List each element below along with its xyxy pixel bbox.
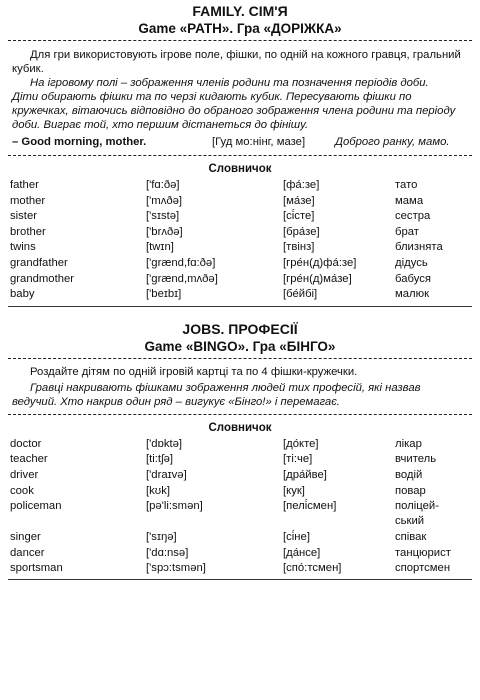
vocab-translation: водій bbox=[395, 468, 423, 481]
vocab-word: mother bbox=[10, 194, 46, 207]
vocab-word: doctor bbox=[10, 437, 42, 450]
jobs-rules: Гравці накривають фішками зображення людей тих професій, які назвав ведучий. Хто накрив один ряд – вигукує «Бінго!» і перемагає. bbox=[12, 381, 421, 408]
vocab-row bbox=[0, 485, 480, 501]
vocab-row bbox=[0, 257, 480, 273]
vocab-word: teacher bbox=[10, 453, 48, 466]
vocab-row bbox=[0, 531, 480, 547]
vocab-row bbox=[0, 562, 480, 578]
vocab-ukr-sound: [до́кте] bbox=[283, 437, 319, 450]
vocab-row bbox=[0, 500, 480, 531]
family-title: FAMILY. СІМ'Я bbox=[192, 3, 288, 19]
family-section bbox=[0, 0, 480, 307]
vocab-translation: співак bbox=[395, 531, 427, 544]
vocab-ukr-sound: [бра́зе] bbox=[283, 225, 320, 238]
dashed-divider bbox=[8, 155, 472, 156]
vocab-translation: близнята bbox=[395, 241, 443, 254]
vocab-row bbox=[0, 453, 480, 469]
vocab-ukr-sound: [ма́зе] bbox=[283, 194, 315, 207]
vocab-row bbox=[0, 241, 480, 257]
jobs-intro: Роздайте дітям по одній ігровій картці та по 4 фішки-кружечки. bbox=[30, 365, 358, 378]
vocab-ukr-sound: [кук] bbox=[283, 484, 305, 497]
jobs-section bbox=[0, 321, 480, 580]
vocab-ipa: ['draɪvə] bbox=[146, 468, 187, 481]
dashed-divider bbox=[8, 414, 472, 415]
vocab-translation: брат bbox=[395, 225, 419, 238]
vocab-word: sportsman bbox=[10, 562, 63, 575]
vocab-word: cook bbox=[10, 484, 34, 497]
vocab-row bbox=[0, 273, 480, 289]
vocab-row bbox=[0, 179, 480, 195]
dialog-transcription: [Гуд мо:нінг, мазе] bbox=[212, 136, 306, 148]
vocab-translation: малюк bbox=[395, 288, 430, 301]
vocab-translation: тато bbox=[395, 179, 418, 191]
vocab-row bbox=[0, 195, 480, 211]
vocab-word: singer bbox=[10, 531, 41, 544]
vocab-ipa: ['brʌðə] bbox=[146, 225, 183, 238]
vocab-ukr-sound: [твінз] bbox=[283, 241, 315, 254]
vocab-translation: мама bbox=[395, 194, 424, 207]
section-divider bbox=[8, 579, 472, 580]
vocab-row bbox=[0, 547, 480, 563]
family-intro: Для гри використовують ігрове поле, фішки, по одній на кожного гравця, гральний кубик. bbox=[12, 49, 461, 75]
vocab-ukr-sound: [сі́не] bbox=[283, 531, 310, 544]
jobs-vocab-title: Словничок bbox=[208, 421, 272, 434]
vocab-word: grandfather bbox=[10, 256, 68, 269]
vocab-ipa: ['sɪstə] bbox=[146, 210, 180, 223]
vocab-row bbox=[0, 226, 480, 242]
vocab-word: policeman bbox=[10, 500, 62, 513]
family-rules-1: На ігровому полі – зображення членів родини та позначення періодів доби. bbox=[30, 77, 429, 89]
vocab-word: father bbox=[10, 179, 39, 191]
vocab-ipa: [kʊk] bbox=[146, 484, 170, 497]
vocab-word: dancer bbox=[10, 546, 45, 559]
vocab-ukr-sound: [пелі́смен] bbox=[283, 500, 337, 513]
vocab-ukr-sound: [дра́йве] bbox=[283, 468, 327, 481]
dialog-translation: Доброго ранку, мамо. bbox=[335, 136, 450, 148]
vocab-translation: дідусь bbox=[395, 256, 428, 269]
vocab-ukr-sound: [гре́н(д)ма́зе] bbox=[283, 272, 352, 285]
vocab-word: baby bbox=[10, 288, 35, 301]
vocab-word: driver bbox=[10, 468, 39, 481]
vocab-word: brother bbox=[10, 225, 46, 238]
dashed-divider bbox=[8, 358, 472, 359]
family-dialog bbox=[12, 136, 468, 152]
vocab-ukr-sound: [сі́сте] bbox=[283, 210, 315, 223]
vocab-ukr-sound: [гре́н(д)фа́:зе] bbox=[283, 256, 357, 269]
family-vocab-table bbox=[0, 179, 480, 304]
vocab-ipa: [pə'li:smən] bbox=[146, 500, 203, 513]
vocab-ukr-sound: [да́нсе] bbox=[283, 546, 321, 559]
vocab-ipa: ['dɒktə] bbox=[146, 437, 183, 450]
vocab-ipa: ['mʌðə] bbox=[146, 194, 183, 207]
jobs-subtitle: Game «BINGO». Гра «БІНГО» bbox=[144, 338, 336, 354]
vocab-ukr-sound: [спо́:тсмен] bbox=[283, 562, 342, 575]
vocab-ipa: ['grænd,fɑ:ðə] bbox=[146, 256, 216, 269]
vocab-translation-cont: ський bbox=[395, 515, 425, 528]
vocab-ipa: ['grænd,mʌðə] bbox=[146, 272, 218, 285]
vocab-ipa: ['beɪbɪ] bbox=[146, 288, 182, 301]
vocab-translation: спортсмен bbox=[395, 562, 451, 575]
jobs-vocab-table bbox=[0, 438, 480, 578]
vocab-translation: повар bbox=[395, 484, 426, 497]
vocab-ipa: ['fɑ:ðə] bbox=[146, 179, 180, 191]
vocab-ipa: ['spɔ:tsmən] bbox=[146, 562, 206, 575]
vocab-translation: сестра bbox=[395, 210, 431, 223]
vocab-row bbox=[0, 469, 480, 485]
vocab-ukr-sound: [бе́йбі] bbox=[283, 288, 318, 301]
jobs-title: JOBS. ПРОФЕСІЇ bbox=[182, 320, 298, 337]
vocab-ipa: ['sɪŋə] bbox=[146, 531, 177, 544]
vocab-translation: поліцей- bbox=[395, 500, 439, 513]
vocab-translation: вчитель bbox=[395, 453, 437, 466]
vocab-ipa: [ti:tʃə] bbox=[146, 453, 173, 466]
vocab-row bbox=[0, 288, 480, 304]
vocab-row bbox=[0, 438, 480, 454]
vocab-word: grandmother bbox=[10, 272, 75, 285]
section-divider bbox=[8, 306, 472, 307]
vocab-row bbox=[0, 210, 480, 226]
dashed-divider bbox=[8, 40, 472, 41]
vocab-ipa: [twɪn] bbox=[146, 241, 174, 254]
vocab-ukr-sound: [фа́:зе] bbox=[283, 179, 320, 191]
dialog-english: – Good morning, mother. bbox=[12, 136, 147, 148]
vocab-ukr-sound: [ті:че] bbox=[283, 453, 313, 466]
vocab-translation: танцюрист bbox=[395, 546, 451, 559]
vocab-translation: бабуся bbox=[395, 272, 432, 285]
family-subtitle: Game «PATH». Гра «ДОРІЖКА» bbox=[138, 21, 342, 36]
family-vocab-title: Словничок bbox=[208, 163, 272, 175]
vocab-word: sister bbox=[10, 210, 37, 223]
family-rules-2: Діти обирають фішки та по черзі кидають кубик. Пересувають фішки по кружечках, вітаючись відповідно до обраного зображення члена родини та періоду доби. Виграє той, хто першим дістанеться до фінішу. bbox=[12, 91, 456, 131]
vocab-word: twins bbox=[10, 241, 36, 254]
vocab-translation: лікар bbox=[395, 437, 422, 450]
vocab-ipa: ['dɑ:nsə] bbox=[146, 546, 189, 559]
